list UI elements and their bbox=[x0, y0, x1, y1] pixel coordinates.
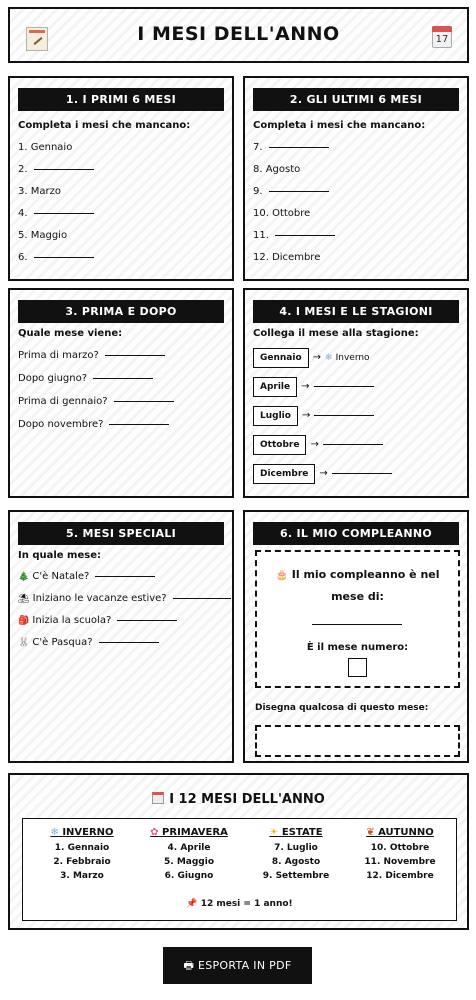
season-heading: ✿ PRIMAVERA bbox=[150, 827, 228, 838]
section-before-after bbox=[8, 288, 234, 498]
answer-blank[interactable] bbox=[95, 576, 155, 577]
answer-blank[interactable] bbox=[117, 620, 177, 621]
answer-blank[interactable] bbox=[114, 401, 174, 402]
season-column-autumn bbox=[350, 827, 450, 883]
arrow-icon: → bbox=[310, 439, 319, 450]
season-month: 1. Gennaio bbox=[54, 843, 110, 853]
month-box[interactable]: Luglio bbox=[253, 406, 298, 426]
answer-blank[interactable] bbox=[323, 444, 383, 445]
season-month: 5. Maggio bbox=[164, 857, 214, 867]
month-season-row bbox=[253, 377, 374, 397]
month-season-row bbox=[253, 435, 383, 455]
arrow-icon: → bbox=[319, 468, 328, 479]
section-last-six-months bbox=[243, 76, 469, 281]
season-column-spring bbox=[139, 827, 239, 883]
section-months-seasons bbox=[243, 288, 469, 498]
season-month: 4. Aprile bbox=[167, 843, 211, 853]
printer-icon: 🖶 bbox=[183, 959, 195, 972]
section-title: 2. GLI ULTIMI 6 MESI bbox=[253, 88, 459, 111]
section-title: 6. IL MIO COMPLEANNO bbox=[253, 522, 459, 545]
month-box[interactable]: Aprile bbox=[253, 377, 297, 397]
answer-blank[interactable] bbox=[99, 642, 159, 643]
cake-icon: 🎂 bbox=[275, 570, 288, 581]
month-item: 11. bbox=[253, 230, 335, 241]
arrow-icon: → bbox=[301, 410, 311, 421]
month-box[interactable]: Dicembre bbox=[253, 464, 315, 484]
tree-icon: 🎄 bbox=[18, 572, 30, 582]
season-month: 10. Ottobre bbox=[370, 843, 430, 853]
section-instruction: Completa i mesi che mancano: bbox=[18, 120, 191, 131]
section-title: 3. PRIMA E DOPO bbox=[18, 300, 224, 323]
season-heading: ❦ AUTUNNO bbox=[366, 827, 434, 838]
season-month: 9. Settembre bbox=[262, 871, 330, 881]
snowflake-icon: ❄ bbox=[50, 827, 59, 838]
answer-blank[interactable] bbox=[275, 235, 335, 236]
sun-icon: ☀ bbox=[269, 827, 279, 838]
season-month: 2. Febbraio bbox=[53, 857, 111, 867]
months-table bbox=[22, 818, 457, 921]
month-item: 8. Agosto bbox=[253, 164, 301, 175]
answer-blank[interactable] bbox=[93, 378, 153, 379]
page-header bbox=[8, 7, 469, 63]
question-item: 🎒 Inizia la scuola? bbox=[18, 615, 177, 626]
season-month: 11. Novembre bbox=[364, 857, 436, 867]
month-item: 6. bbox=[18, 252, 94, 263]
draw-label: Disegna qualcosa di questo mese: bbox=[255, 703, 429, 713]
section-title: 4. I MESI E LE STAGIONI bbox=[253, 300, 459, 323]
question-item: ⛱ Iniziano le vacanze estive? bbox=[18, 593, 231, 604]
flower-icon: ✿ bbox=[150, 827, 159, 838]
umbrella-icon: ⛱ bbox=[18, 594, 30, 604]
month-item: 10. Ottobre bbox=[253, 208, 311, 219]
month-item: 9. bbox=[253, 186, 329, 197]
season-month: 3. Marzo bbox=[60, 871, 104, 881]
section-my-birthday bbox=[243, 510, 469, 763]
season-answer: Inverno bbox=[335, 353, 370, 363]
arrow-icon: → bbox=[301, 381, 310, 392]
question-item: Prima di gennaio? bbox=[18, 396, 174, 407]
section-special-months bbox=[8, 510, 234, 763]
leaf-icon: ❦ bbox=[366, 827, 375, 838]
question-item: 🎄 C'è Natale? bbox=[18, 571, 155, 582]
section-instruction: In quale mese: bbox=[18, 550, 101, 561]
summary-note: 📌 12 mesi = 1 anno! bbox=[186, 899, 293, 909]
question-item: Dopo giugno? bbox=[18, 373, 153, 384]
month-item: 4. bbox=[18, 208, 94, 219]
answer-blank[interactable] bbox=[314, 415, 374, 416]
season-month: 7. Luglio bbox=[274, 843, 318, 853]
question-item: 🐰 C'è Pasqua? bbox=[18, 637, 159, 648]
backpack-icon: 🎒 bbox=[18, 616, 30, 626]
export-pdf-button[interactable] bbox=[163, 947, 312, 984]
month-box[interactable]: Ottobre bbox=[253, 435, 306, 455]
month-season-row bbox=[253, 348, 370, 368]
section-instruction: Quale mese viene: bbox=[18, 328, 123, 339]
section-instruction: Collega il mese alla stagione: bbox=[253, 328, 419, 339]
birthday-box bbox=[255, 550, 460, 688]
month-item: 5. Maggio bbox=[18, 230, 68, 241]
month-item: 2. bbox=[18, 164, 94, 175]
answer-blank[interactable] bbox=[269, 191, 329, 192]
season-month: 6. Giugno bbox=[164, 871, 214, 881]
answer-blank[interactable] bbox=[34, 257, 94, 258]
month-number-label: È il mese numero: bbox=[306, 642, 409, 653]
answer-blank[interactable] bbox=[269, 147, 329, 148]
snowflake-icon: ❄ bbox=[325, 353, 333, 363]
pushpin-icon: 📌 bbox=[186, 899, 198, 909]
month-item: 12. Dicembre bbox=[253, 252, 321, 263]
month-season-row bbox=[253, 406, 374, 426]
season-month: 12. Dicembre bbox=[366, 871, 434, 881]
answer-blank[interactable] bbox=[332, 473, 392, 474]
answer-blank[interactable] bbox=[173, 598, 231, 599]
season-column-summer bbox=[246, 827, 346, 883]
answer-blank[interactable] bbox=[34, 169, 94, 170]
export-pdf-label: ESPORTA IN PDF bbox=[197, 959, 292, 972]
month-box[interactable]: Gennaio bbox=[253, 348, 309, 368]
season-heading: ❄ INVERNO bbox=[50, 827, 114, 838]
calendar-icon bbox=[152, 792, 164, 804]
month-number-box[interactable] bbox=[348, 658, 367, 677]
drawing-area[interactable] bbox=[255, 725, 460, 757]
season-month: 8. Agosto bbox=[271, 857, 321, 867]
answer-blank[interactable] bbox=[314, 386, 374, 387]
birthday-month-blank[interactable] bbox=[312, 624, 402, 625]
month-item: 1. Gennaio bbox=[18, 142, 73, 153]
season-column-winter bbox=[32, 827, 132, 883]
section-title: 5. MESI SPECIALI bbox=[18, 522, 224, 545]
section-title: 1. I PRIMI 6 MESI bbox=[18, 88, 224, 111]
month-item: 3. Marzo bbox=[18, 186, 61, 197]
bunny-icon: 🐰 bbox=[18, 638, 30, 648]
calendar-icon: 17 bbox=[432, 26, 452, 48]
birthday-prompt: 🎂 Il mio compleanno è nel mese di: bbox=[275, 568, 440, 603]
month-season-row bbox=[253, 464, 392, 484]
answer-blank[interactable] bbox=[109, 424, 169, 425]
question-item: Prima di marzo? bbox=[18, 350, 165, 361]
arrow-icon: → bbox=[312, 352, 322, 363]
section-first-six-months bbox=[8, 76, 234, 281]
season-heading: ☀ ESTATE bbox=[269, 827, 323, 838]
month-item: 7. bbox=[253, 142, 329, 153]
section-instruction: Completa i mesi che mancano: bbox=[253, 120, 426, 131]
summary-panel bbox=[8, 773, 469, 930]
question-item: Dopo novembre? bbox=[18, 419, 169, 430]
answer-blank[interactable] bbox=[105, 355, 165, 356]
page-title: I MESI DELL'ANNO bbox=[137, 23, 340, 45]
summary-title: I 12 MESI DELL'ANNO bbox=[10, 792, 467, 807]
answer-blank[interactable] bbox=[34, 213, 94, 214]
